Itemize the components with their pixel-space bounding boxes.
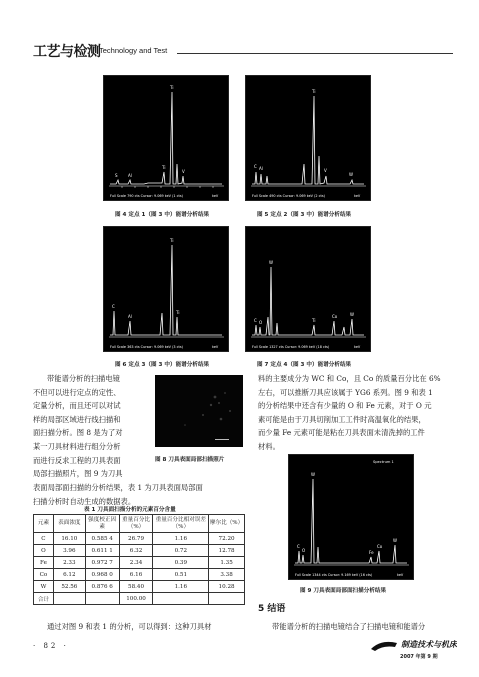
text-line: 材料。 bbox=[258, 441, 280, 451]
fig9-peak-c: C bbox=[297, 544, 300, 549]
table-cell: 0.876 6 bbox=[85, 581, 119, 593]
fig9-peak-w: W bbox=[311, 472, 315, 477]
text-line: 而进行反求工程的刀具表面 bbox=[33, 455, 121, 465]
table1-caption: 表 1 刀具面扫描分析的元素百分含量 bbox=[84, 507, 176, 513]
fig6-peak-ti: Ti bbox=[170, 238, 174, 243]
table-cell: 100.00 bbox=[119, 593, 153, 605]
table-header: 重量百分比相对误差（%） bbox=[153, 515, 209, 533]
table-cell: 10.28 bbox=[209, 581, 245, 593]
table-cell: Co bbox=[34, 569, 54, 581]
page-number: · 82 · bbox=[33, 642, 69, 650]
table-header: 元素 bbox=[34, 515, 54, 533]
fig4-status: Full Scale 790 cts Cursor: 9.069 keV (1 cts) bbox=[110, 194, 183, 198]
fig8-sem-photo bbox=[155, 375, 243, 447]
fig9-status: Full Scale 1344 cts Cursor: 9.169 keV (16 cts) bbox=[295, 573, 373, 577]
text-line: 某一刀具材料进行组分分析 bbox=[33, 441, 121, 451]
table-cell: 0.585 4 bbox=[85, 533, 119, 545]
table-cell: 3.38 bbox=[209, 569, 245, 581]
table-row bbox=[34, 557, 245, 569]
fig5-peak-ti: Ti bbox=[312, 89, 316, 94]
fig5-peak-w: W bbox=[349, 172, 353, 177]
fig9-spectrum-title: Spectrum 1 bbox=[373, 460, 394, 464]
table-cell: Fe bbox=[34, 557, 54, 569]
text-line: 局部扫描照片，图 9 为刀具 bbox=[33, 469, 123, 479]
fig5-unit: keV bbox=[354, 194, 361, 198]
text-line: 定量分析，而且还可以对试 bbox=[33, 401, 121, 411]
fig6-caption: 图 6 定点 3（图 3 中）能谱分析结果 bbox=[115, 362, 210, 368]
fig7-caption: 图 7 定点 4（图 3 中）能谱分析结果 bbox=[257, 362, 352, 368]
table-cell: 16.10 bbox=[53, 533, 85, 545]
text-line: 通过对图 9 和表 1 的分析，可以得到：这种刀具材 bbox=[47, 622, 212, 631]
fig8-caption: 图 8 刀具表面局部扫描照片 bbox=[155, 457, 225, 463]
table-cell: 0.51 bbox=[153, 569, 209, 581]
table-total-row bbox=[34, 593, 245, 605]
fig7-peak-w: W bbox=[269, 260, 273, 265]
fig9-peak-co: Co bbox=[377, 544, 383, 549]
text-line: 面扫描分析。图 8 是为了对 bbox=[33, 428, 123, 438]
text-line: 扫描分析时自动生成的数据表。 bbox=[33, 496, 136, 506]
table-cell: 1.16 bbox=[153, 581, 209, 593]
table-header: 表面浓度 bbox=[53, 515, 85, 533]
text-line: 料的主要成分为 WC 和 Co，且 Co 的质量百分比在 6% bbox=[258, 374, 441, 383]
table-cell: 6.32 bbox=[119, 545, 153, 557]
text-line: 表面局部面扫描的分析结果，表 1 为刀具表面局部面 bbox=[33, 483, 203, 492]
fig5-peak-c: C bbox=[254, 164, 257, 169]
fig6-peak-al: Al bbox=[128, 314, 132, 319]
journal-logo-text: 制造技术与机床 bbox=[401, 639, 457, 649]
table-cell: 0.611 1 bbox=[85, 545, 119, 557]
table-cell: 6.12 bbox=[53, 569, 85, 581]
fig4-caption: 图 4 定点 1（图 3 中）能谱分析结果 bbox=[115, 212, 210, 218]
fig7-spectrum bbox=[245, 226, 371, 352]
journal-header bbox=[33, 41, 453, 61]
text-line: 带能谱分析的扫描电镜 bbox=[47, 374, 120, 383]
table-cell: C bbox=[34, 533, 54, 545]
left-paragraph-bottom bbox=[33, 620, 245, 634]
table-cell: 0.39 bbox=[153, 557, 209, 569]
fig6-peak-ti2: Ti bbox=[176, 310, 180, 315]
fig4-spectrum bbox=[103, 75, 229, 201]
table-cell: 1.16 bbox=[153, 533, 209, 545]
fig9-spectrum bbox=[288, 454, 414, 580]
table-header: 强度校正因素 bbox=[85, 515, 119, 533]
table1 bbox=[33, 514, 245, 605]
table-cell: 12.78 bbox=[209, 545, 245, 557]
table-cell: 6.16 bbox=[119, 569, 153, 581]
fig6-peak-c: C bbox=[112, 304, 115, 309]
journal-logo bbox=[367, 633, 457, 655]
fig5-status: Full Scale 490 cts Cursor: 9.069 keV (2 cts) bbox=[252, 194, 325, 198]
text-line: 左右，可以推断刀具应该属于 YG6 系列。图 9 和表 1 bbox=[258, 387, 433, 397]
issue-label: 2007 年第 9 期 bbox=[400, 654, 438, 660]
text-line: 带能谱分析的扫描电镜结合了扫描电镜和能谱分 bbox=[272, 622, 426, 631]
fig6-status: Full Scale 363 cts Cursor: 9.069 keV (3 cts) bbox=[110, 345, 183, 349]
fig5-spectrum bbox=[245, 75, 371, 201]
fig4-peak-ti: Ti bbox=[170, 85, 174, 90]
fig7-peak-c: C bbox=[254, 318, 257, 323]
fig4-unit: keV bbox=[212, 194, 219, 198]
fig9-peak-fe: Fe bbox=[369, 550, 374, 555]
fig6-spectrum bbox=[103, 226, 229, 352]
text-line: 的分析结果中还含有少量的 O 和 Fe 元素，对于 O 元 bbox=[258, 401, 432, 411]
table-cell: 0.968 0 bbox=[85, 569, 119, 581]
table-cell: 58.40 bbox=[119, 581, 153, 593]
table-cell: 3.96 bbox=[53, 545, 85, 557]
table-cell: W bbox=[34, 581, 54, 593]
table-cell: 2.34 bbox=[119, 557, 153, 569]
table-cell: 72.20 bbox=[209, 533, 245, 545]
fig7-peak-o: O bbox=[259, 320, 263, 325]
fig5-caption: 图 5 定点 2（图 3 中）能谱分析结果 bbox=[257, 212, 352, 218]
fig4-peak-al: Al bbox=[128, 173, 132, 178]
table-row bbox=[34, 569, 245, 581]
fig4-peak-s: S bbox=[115, 173, 118, 178]
section-title: 5 结语 bbox=[258, 604, 286, 614]
fig4-peak-ti2: Ti bbox=[162, 165, 166, 170]
table-header: 重量百分比（%） bbox=[119, 515, 153, 533]
table-cell: O bbox=[34, 545, 54, 557]
fig7-unit: keV bbox=[354, 345, 361, 349]
fig7-peak-w2: W bbox=[350, 312, 354, 317]
fig7-peak-ti: Ti bbox=[312, 318, 316, 323]
fig6-unit: keV bbox=[212, 345, 219, 349]
fig9-unit: keV bbox=[397, 573, 404, 577]
journal-section-subtitle: Technology and Test bbox=[99, 46, 168, 55]
fig9-peak-w2: W bbox=[393, 538, 397, 543]
header-rule bbox=[177, 53, 453, 54]
text-line: 而少量 Fe 元素可能是粘在刀具表面未清洗掉的工件 bbox=[258, 428, 425, 438]
table-header: 摩尔比（%） bbox=[209, 515, 245, 533]
fig5-peak-v: V bbox=[324, 168, 327, 173]
table-cell: 0.972 7 bbox=[85, 557, 119, 569]
table-row bbox=[34, 581, 245, 593]
fig4-peak-v: V bbox=[182, 169, 185, 174]
table-row bbox=[34, 533, 245, 545]
table-cell: 合计 bbox=[34, 593, 54, 605]
fig7-status: Full Scale 1327 cts Cursor: 9.069 keV (18 cts) bbox=[252, 345, 330, 349]
table-cell: 0.72 bbox=[153, 545, 209, 557]
text-line: 不但可以进行定点的定性、 bbox=[33, 387, 121, 397]
journal-section-title: 工艺与检测 bbox=[33, 44, 101, 60]
table-row bbox=[34, 545, 245, 557]
table-cell: 52.56 bbox=[53, 581, 85, 593]
fig5-peak-al: Al bbox=[259, 166, 263, 171]
table-cell: 1.35 bbox=[209, 557, 245, 569]
table-cell: 2.33 bbox=[53, 557, 85, 569]
left-paragraph-narrow bbox=[33, 372, 151, 481]
fig9-caption: 图 9 刀具表面局部面扫描分析结果 bbox=[300, 588, 387, 594]
table-cell: 26.79 bbox=[119, 533, 153, 545]
right-paragraph bbox=[258, 372, 458, 454]
fig9-peak-o: O bbox=[302, 548, 306, 553]
text-line: 素可能是由于刀具切削加工工件时高温氧化的结果， bbox=[258, 414, 426, 424]
section-paragraph bbox=[258, 620, 458, 634]
text-line: 样的局部区域进行线扫描和 bbox=[33, 414, 121, 424]
fig7-peak-co: Co bbox=[332, 314, 338, 319]
